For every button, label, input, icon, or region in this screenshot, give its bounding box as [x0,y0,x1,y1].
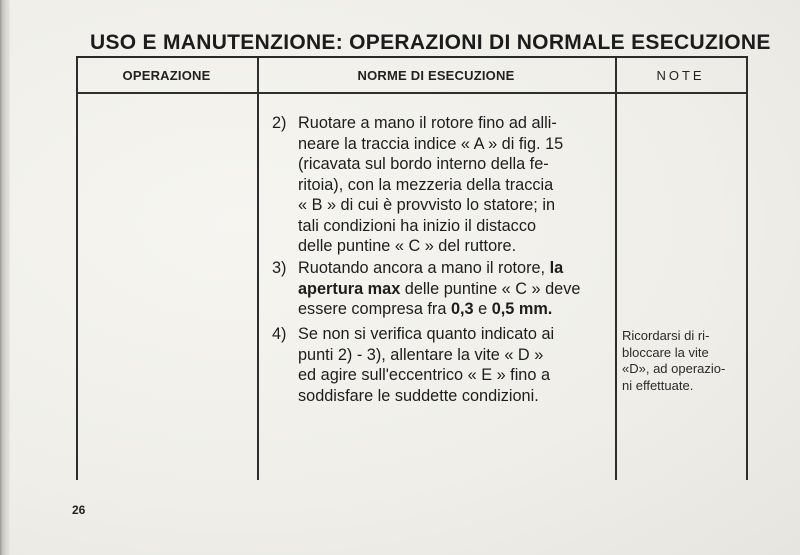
step-line: neare la traccia indice « A » di fig. 15 [298,134,564,153]
step-number: 4) [272,325,287,343]
step-line: punti 2) - 3), allentare la vite « D » [298,345,544,364]
column-header-note: NOTE [656,68,705,83]
step-line: ed agire sull'eccentrico « E » fino a [298,366,550,384]
step-line: apertura max delle puntine « C » deve [298,279,581,298]
step-line: tali condizioni ha inizio il distacco [298,216,537,235]
step-line: Ruotando ancora a mano il rotore, la [298,259,564,277]
step-line: soddisfare le suddette condizioni. [298,386,539,405]
column-divider-1 [257,58,259,480]
procedure-step-3 [272,258,632,320]
column-header-operazione: OPERAZIONE [122,68,211,83]
step-line: (ricavata sul bordo interno della fe- [298,155,549,173]
step-line: Ruotare a mano il rotore fino ad alli- [298,114,557,132]
column-header-norme: NORME DI ESECUZIONE [357,68,515,83]
step-line: Se non si verifica quanto indicato ai [298,325,555,343]
note-text: Ricordarsi di ri- bloccare la vite «D», ad operazio- ni effettuate. [622,328,726,393]
procedure-step-2 [272,113,632,257]
step-line: ritoia), con la mezzeria della traccia [298,175,554,194]
step-line: « B » di cui è provvisto lo statore; in [298,196,556,214]
table-right-border [746,58,748,480]
page-number: 26 [72,503,86,517]
step-line: essere compresa fra 0,3 e 0,5 mm. [298,300,553,318]
page-binding-shadow [0,0,10,555]
procedure-table [76,56,748,480]
step-line: delle puntine « C » del ruttore. [298,237,517,255]
step-number: 3) [272,259,287,277]
procedure-step-4 [272,324,632,406]
table-left-border [76,58,78,480]
page-title: USO E MANUTENZIONE: OPERAZIONI DI NORMALE ESECUZIONE [90,31,771,54]
header-divider [76,92,748,94]
step-number: 2) [272,114,287,132]
